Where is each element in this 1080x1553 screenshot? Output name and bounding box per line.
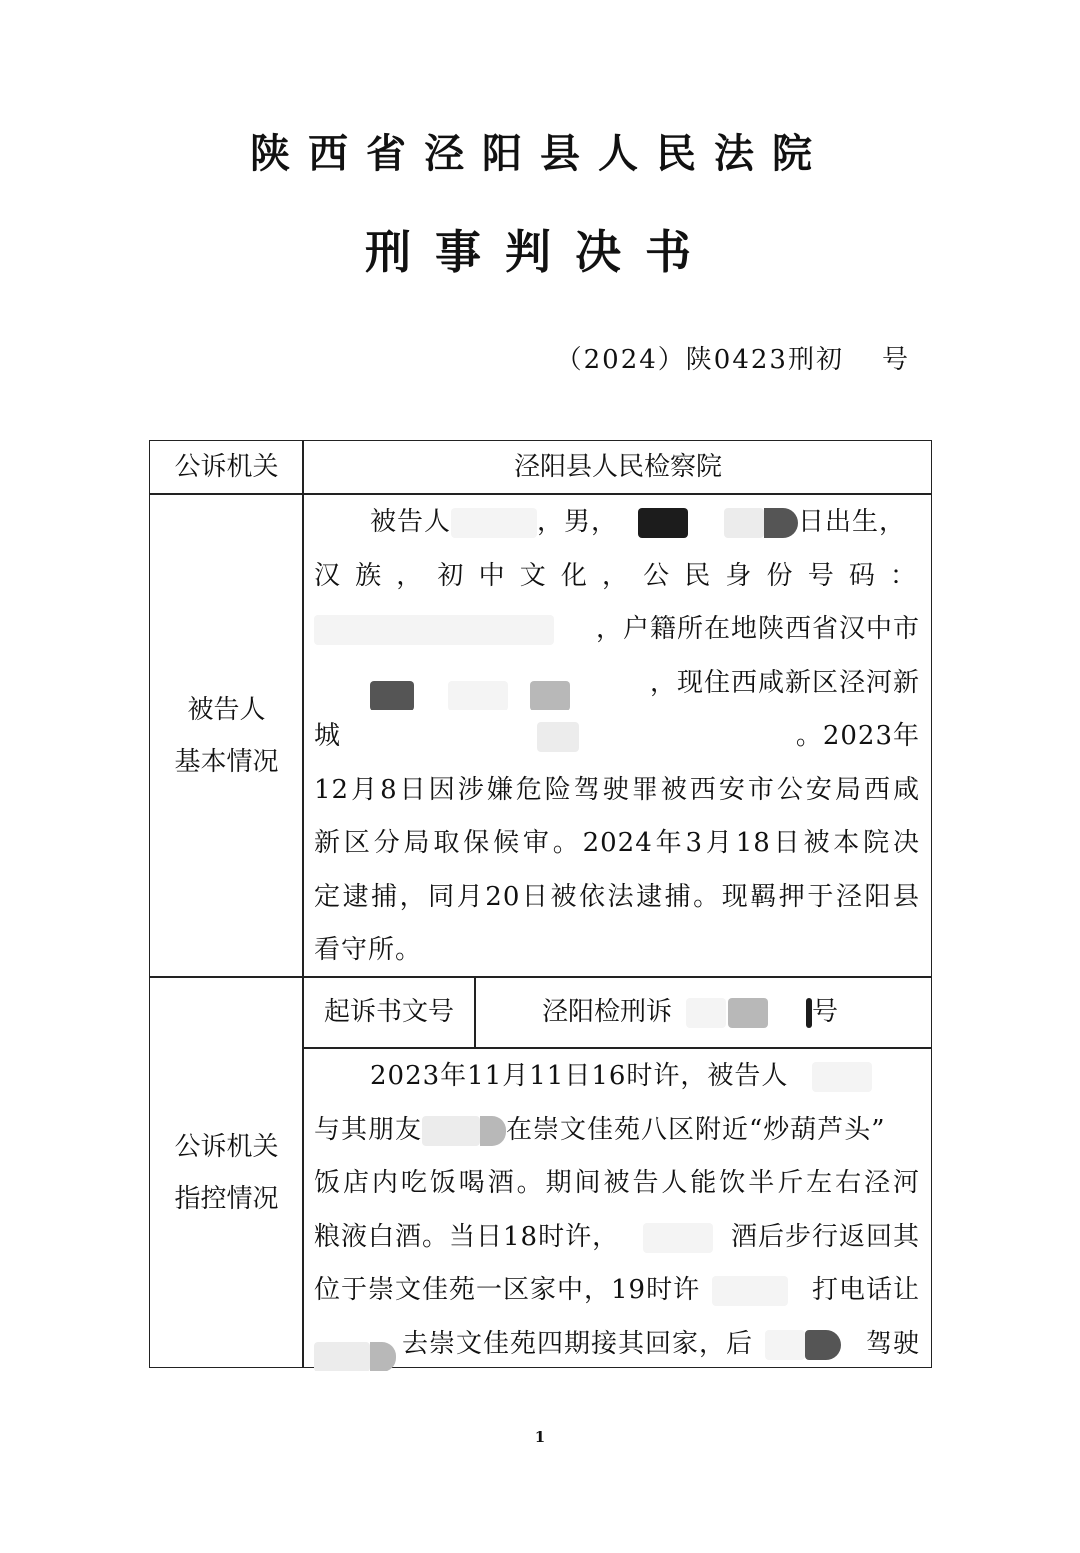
charge-text-5a: 位于崇文佳苑一区家中，19时许 (314, 1275, 701, 1305)
charge-text-4a: 粮液白酒。当日18时许， (314, 1221, 620, 1252)
prosecutor-label: 公诉机关 (174, 452, 279, 482)
charge-facts-text (314, 1050, 920, 1371)
indictment-suffix: 号 (812, 997, 839, 1027)
charge-text-1: 2023年11月11日16时许，被告人 (370, 1061, 789, 1091)
court-name: 陕西省泾阳县人民法院 (250, 131, 830, 177)
redaction (812, 1062, 872, 1092)
charge-text-3: 饭店内吃饭喝酒。期间被告人能饮半斤左右泾河 (314, 1168, 920, 1198)
redaction (537, 722, 579, 752)
defendant-text-1a: 被告人 (370, 507, 452, 537)
redaction (422, 1116, 480, 1146)
defendant-text-9: 看守所。 (314, 935, 423, 965)
redaction (370, 681, 414, 711)
redaction (314, 615, 554, 645)
defendant-label (151, 684, 302, 788)
charge-text-5b: 打电话让 (811, 1275, 920, 1305)
case-number (556, 340, 910, 380)
redaction (451, 508, 537, 538)
redaction (314, 1342, 370, 1372)
indictment-number-label: 起诉书文号 (323, 997, 454, 1027)
redaction (480, 1116, 506, 1146)
defendant-info-text (314, 496, 920, 978)
defendant-text-1b: ，男， (537, 507, 619, 537)
case-number-suffix: 号 (881, 345, 910, 375)
document-type-title: 刑事判决书 (365, 225, 715, 279)
redaction (686, 998, 726, 1028)
defendant-text-2: 汉族，初中文化，公民身份号码： (314, 560, 920, 591)
charge-label-line1: 公诉机关 (174, 1132, 279, 1162)
defendant-text-1c: 日出生， (798, 507, 907, 537)
defendant-text-7: 新区分局取保候审。2024年3月18日被本院决 (314, 828, 920, 858)
charge-label-line2: 指控情况 (174, 1184, 279, 1214)
redaction (448, 681, 508, 711)
redaction (712, 1276, 788, 1306)
redaction (805, 1330, 841, 1360)
defendant-text-6: 12月8日因涉嫌危险驾驶罪被西安市公安局西咸 (314, 774, 920, 805)
charge-label (151, 1121, 302, 1225)
redaction (638, 508, 688, 538)
charge-text-4b: 酒后步行返回其 (730, 1221, 920, 1252)
defendant-label-line1: 被告人 (187, 695, 266, 725)
defendant-label-line2: 基本情况 (174, 747, 279, 777)
defendant-text-8: 定逮捕，同月20日被依法逮捕。现羁押于泾阳县 (314, 881, 920, 912)
redaction (724, 508, 764, 538)
charge-text-6b: 驾驶 (865, 1328, 920, 1359)
charge-text-2b: 在崇文佳苑八区附近“炒葫芦头” (506, 1114, 886, 1145)
charge-text-6a: 去崇文佳苑四期接其回家，后 (402, 1328, 754, 1359)
charge-text-2a: 与其朋友 (314, 1114, 423, 1145)
defendant-text-4: ，现住西咸新区泾河新 (649, 667, 920, 698)
page-number: 1 (534, 1428, 546, 1446)
defendant-text-3: ，户籍所在地陕西省汉中市 (595, 614, 920, 644)
defendant-text-5b: 。2023年 (795, 721, 920, 751)
prosecutor-value: 泾阳县人民检察院 (513, 452, 722, 482)
redaction (530, 681, 570, 711)
redaction (643, 1223, 713, 1253)
redaction (728, 998, 768, 1028)
defendant-text-5a: 城 (314, 721, 342, 751)
redaction (764, 508, 798, 538)
case-number-prefix: （2024）陕0423刑初 (555, 345, 844, 375)
redaction (370, 1342, 396, 1372)
indictment-number-value (476, 986, 932, 1038)
indictment-prefix: 泾阳检刑诉 (542, 997, 673, 1027)
redaction (765, 1330, 805, 1360)
